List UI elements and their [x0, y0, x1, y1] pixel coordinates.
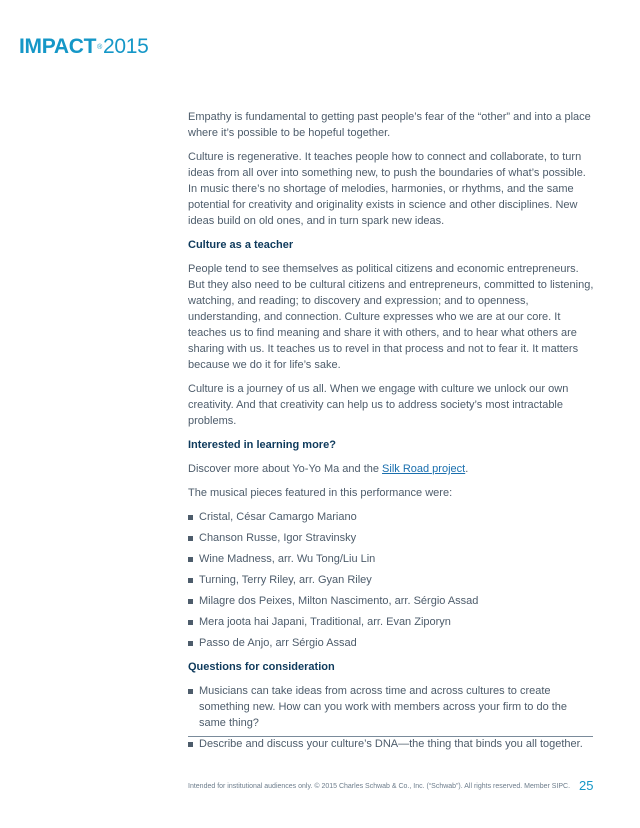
question-text: Describe and discuss your culture’s DNA—the thing that binds you all together. [199, 738, 583, 750]
piece-text: Passo de Anjo, arr Sérgio Assad [199, 637, 357, 649]
bullet-square-icon [188, 742, 193, 747]
logo-year: 2015 [103, 35, 149, 58]
paragraph-regenerative: Culture is regenerative. It teaches people how to connect and collaborate, to turn ideas from all over into something new, to push the boundaries of what’s possible. In music there’s no shortage of melodies, harmonies, or rhythms, and the same potential for creativity and originality exists in science and other disciplines. New ideas build on old ones, and in turn spark new ideas. [188, 151, 586, 227]
musical-pieces-list [188, 509, 594, 651]
list-item [188, 530, 594, 546]
bullet-square-icon [188, 557, 193, 562]
bullet-square-icon [188, 578, 193, 583]
list-item [188, 614, 594, 630]
list-item [188, 683, 594, 731]
discover-prefix: Discover more about Yo-Yo Ma and the [188, 463, 383, 475]
logo-registered-mark: ® [97, 44, 102, 51]
list-item [188, 635, 594, 651]
article-body [188, 109, 594, 760]
paragraph-discover [188, 461, 594, 477]
silk-road-project-link[interactable]: Silk Road project [382, 463, 466, 475]
discover-suffix: . [465, 463, 469, 475]
paragraph-journey: Culture is a journey of us all. When we engage with culture we unlock our own creativity. And that creativity can help us to address society’s most intractable problems. [188, 383, 569, 427]
list-item [188, 593, 594, 609]
bullet-square-icon [188, 536, 193, 541]
questions-list [188, 683, 594, 752]
bullet-square-icon [188, 689, 193, 694]
piece-text: Turning, Terry Riley, arr. Gyan Riley [199, 574, 372, 586]
piece-text: Mera joota hai Japani, Traditional, arr. Evan Ziporyn [199, 616, 451, 628]
heading-learning-more: Interested in learning more? [188, 439, 336, 451]
heading-questions: Questions for consideration [188, 661, 335, 673]
paragraph-pieces-intro: The musical pieces featured in this performance were: [188, 487, 453, 499]
piece-text: Chanson Russe, Igor Stravinsky [199, 532, 357, 544]
question-text: Musicians can take ideas from across time and across cultures to create something new. How can you work with members across your firm to do the same thing? [199, 685, 568, 729]
list-item [188, 509, 594, 525]
piece-text: Cristal, César Camargo Mariano [199, 511, 357, 523]
paragraph-citizens: People tend to see themselves as political citizens and economic entrepreneurs. But they also need to be cultural citizens and entrepreneurs, committed to listening, watching, and reading; to discovery and expression; and to openness, understanding, and connection. Culture expresses who we are at our core. It teaches us to find meaning and share it with others, and to hear what others are sharing with us. It teaches us to revel in that process and not to fear it. It matters because we do it for life’s sake. [188, 263, 594, 371]
impact-2015-logo [19, 35, 149, 59]
bullet-square-icon [188, 641, 193, 646]
bullet-square-icon [188, 599, 193, 604]
list-item [188, 736, 594, 752]
list-item [188, 551, 594, 567]
page-number: 25 [579, 778, 594, 793]
bullet-square-icon [188, 515, 193, 520]
footer-disclaimer: Intended for institutional audiences only. © 2015 Charles Schwab & Co., Inc. (“Schwab”). All rights reserved. Member SIPC. [188, 783, 571, 790]
list-item [188, 572, 594, 588]
paragraph-empathy: Empathy is fundamental to getting past people’s fear of the “other” and into a place where it’s possible to be hopeful together. [188, 111, 591, 139]
logo-brand: IMPACT [19, 35, 97, 58]
bullet-square-icon [188, 620, 193, 625]
footer-divider [188, 736, 593, 737]
piece-text: Milagre dos Peixes, Milton Nascimento, arr. Sérgio Assad [199, 595, 479, 607]
heading-culture-as-teacher: Culture as a teacher [188, 239, 294, 251]
piece-text: Wine Madness, arr. Wu Tong/Liu Lin [199, 553, 376, 565]
